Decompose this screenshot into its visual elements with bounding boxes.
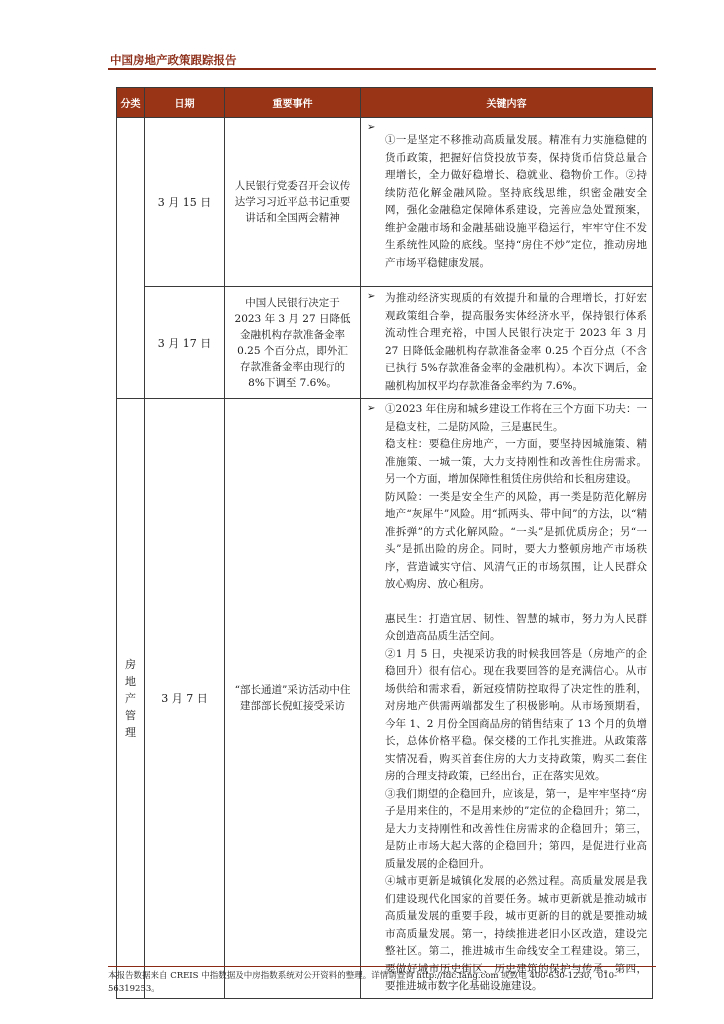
row-content — [361, 287, 653, 399]
row-event: “部长通道”采访活动中住建部部长倪虹接受采访 — [225, 399, 361, 999]
header-content: 关键内容 — [361, 88, 653, 118]
content-paragraph: 稳支柱：要稳住房地产，一方面，要坚持因城施策、精准施策、一城一策，大力支持刚性和改善性住房需求。另一个方面，增加保障性租赁住房供给和长租房建设。 — [385, 438, 647, 485]
row-date: 3 月 15 日 — [145, 118, 225, 287]
row-content — [361, 118, 653, 287]
header-event: 重要事件 — [225, 88, 361, 118]
table-row — [117, 118, 653, 287]
row-event: 人民银行党委召开会议传达学习习近平总书记重要讲话和全国两会精神 — [225, 118, 361, 287]
bullet-icon: ➢ — [367, 122, 376, 133]
content-paragraph: 为推动经济实现质的有效提升和量的合理增长，打好宏观政策组合拳，提高服务实体经济水平，保持银行体系流动性合理充裕，中国人民银行决定于 2023 年 3 月 27 日降低金融机构存款准备金率 0.25 个百分点（不含已执行 5%存款准备金率的金融机构）。本次下调后，金融机构加权平均存款准备金率约为 7.6%。 — [385, 292, 647, 392]
category-cell: 房地产管理 — [117, 399, 145, 999]
row-content — [361, 399, 653, 999]
content-paragraph: ②1 月 5 日，央视采访我的时候我回答是（房地产的企稳回升）很有信心。现在我要回答的是充满信心。从市场供给和需求看，新冠疫情防控取得了决定性的胜利，对房地产供需两端都发生了积极影响。从市场预期看，今年 1、2 月份全国商品房的销售结束了 13 个月的负增长，总体价格平稳。保交楼的工作扎实推进。从政策落实情况看，购买首套住房的大力支持政策，购买二套住房的合理支持政策，已经出台，正在落实见效。 — [385, 647, 647, 782]
header-category: 分类 — [117, 88, 145, 118]
content-paragraph: ①2023 年住房和城乡建设工作将在三个方面下功夫：一是稳支柱，二是防风险，三是惠民生。 — [385, 403, 647, 433]
content-paragraph: 防风险：一类是安全生产的风险，再一类是防范化解房地产“灰犀牛”风险。用“抓两头、带中间”的方法，以“精准拆弹”的方式化解风险。“一头”是抓优质房企；另“一头”是抓出险的房企。同时，要大力整顿房地产市场秩序，营造诚实守信、风清气正的市场氛围，让人民群众放心购房、放心租房。 — [385, 490, 647, 590]
content-paragraph: ③我们期望的企稳回升，应该是，第一，是牢牢坚持“房子是用来住的，不是用来炒的”定位的企稳回升；第二，是大力支持刚性和改善性住房需求的企稳回升；第三，是防止市场大起大落的企稳回升；第四，是促进行业高质量发展的企稳回升。 — [385, 787, 647, 870]
content-paragraph: ④城市更新是城镇化发展的必然过程。高质量发展是我们建设现代化国家的首要任务。城市更新就是推动城市高质量发展的重要手段，城市更新的目的就是要推动城市高质量发展。第一，持续推进老旧小区改造，建设完整社区。第二，推进城市生命线安全工程建设。第三，要做好城市历史街区、历史建筑的保护与传承。第四，要推进城市数字化基础设施建设。 — [385, 875, 647, 992]
policy-table — [116, 87, 653, 999]
content-paragraph: 惠民生：打造宜居、韧性、智慧的城市，努力为人民群众创造高品质生活空间。 — [385, 612, 647, 642]
page-footer — [108, 966, 656, 996]
table-row — [117, 287, 653, 399]
category-cell-empty — [117, 118, 145, 399]
header-date: 日期 — [145, 88, 225, 118]
content-paragraph: ①一是坚定不移推动高质量发展。精准有力实施稳健的货币政策，把握好信贷投放节奏，保持货币信贷总量合理增长，全力做好稳增长、稳就业、稳物价工作。②持续防范化解金融风险。坚持底线思维，织密金融安全网，强化金融稳定保障体系建设，完善应急处置预案，维护金融市场和金融基础设施平稳运行，牢牢守住不发生系统性风险的底线。坚持“房住不炒”定位，推动房地产市场平稳健康发展。 — [385, 134, 647, 269]
paragraph-spacer — [385, 594, 647, 611]
bullet-icon: ➢ — [367, 291, 376, 302]
footer-note: 本报告数据来自 CREIS 中指数据及中房指数系统对公开资料的整理。详情请查询 http://fdc.fang.com 或致电 400-630-1230，010-56319253。 — [108, 971, 617, 994]
report-title: 中国房地产政策跟踪报告 — [110, 53, 237, 67]
row-date: 3 月 7 日 — [145, 399, 225, 999]
page-header — [108, 50, 656, 70]
row-event: 中国人民银行决定于 2023 年 3 月 27 日降低金融机构存款准备金率 0.25 个百分点，即外汇存款准备金率由现行的 8%下调至 7.6%。 — [225, 287, 361, 399]
table-header-row — [117, 88, 653, 118]
row-date: 3 月 17 日 — [145, 287, 225, 399]
table-row — [117, 399, 653, 999]
bullet-icon: ➢ — [367, 403, 376, 414]
